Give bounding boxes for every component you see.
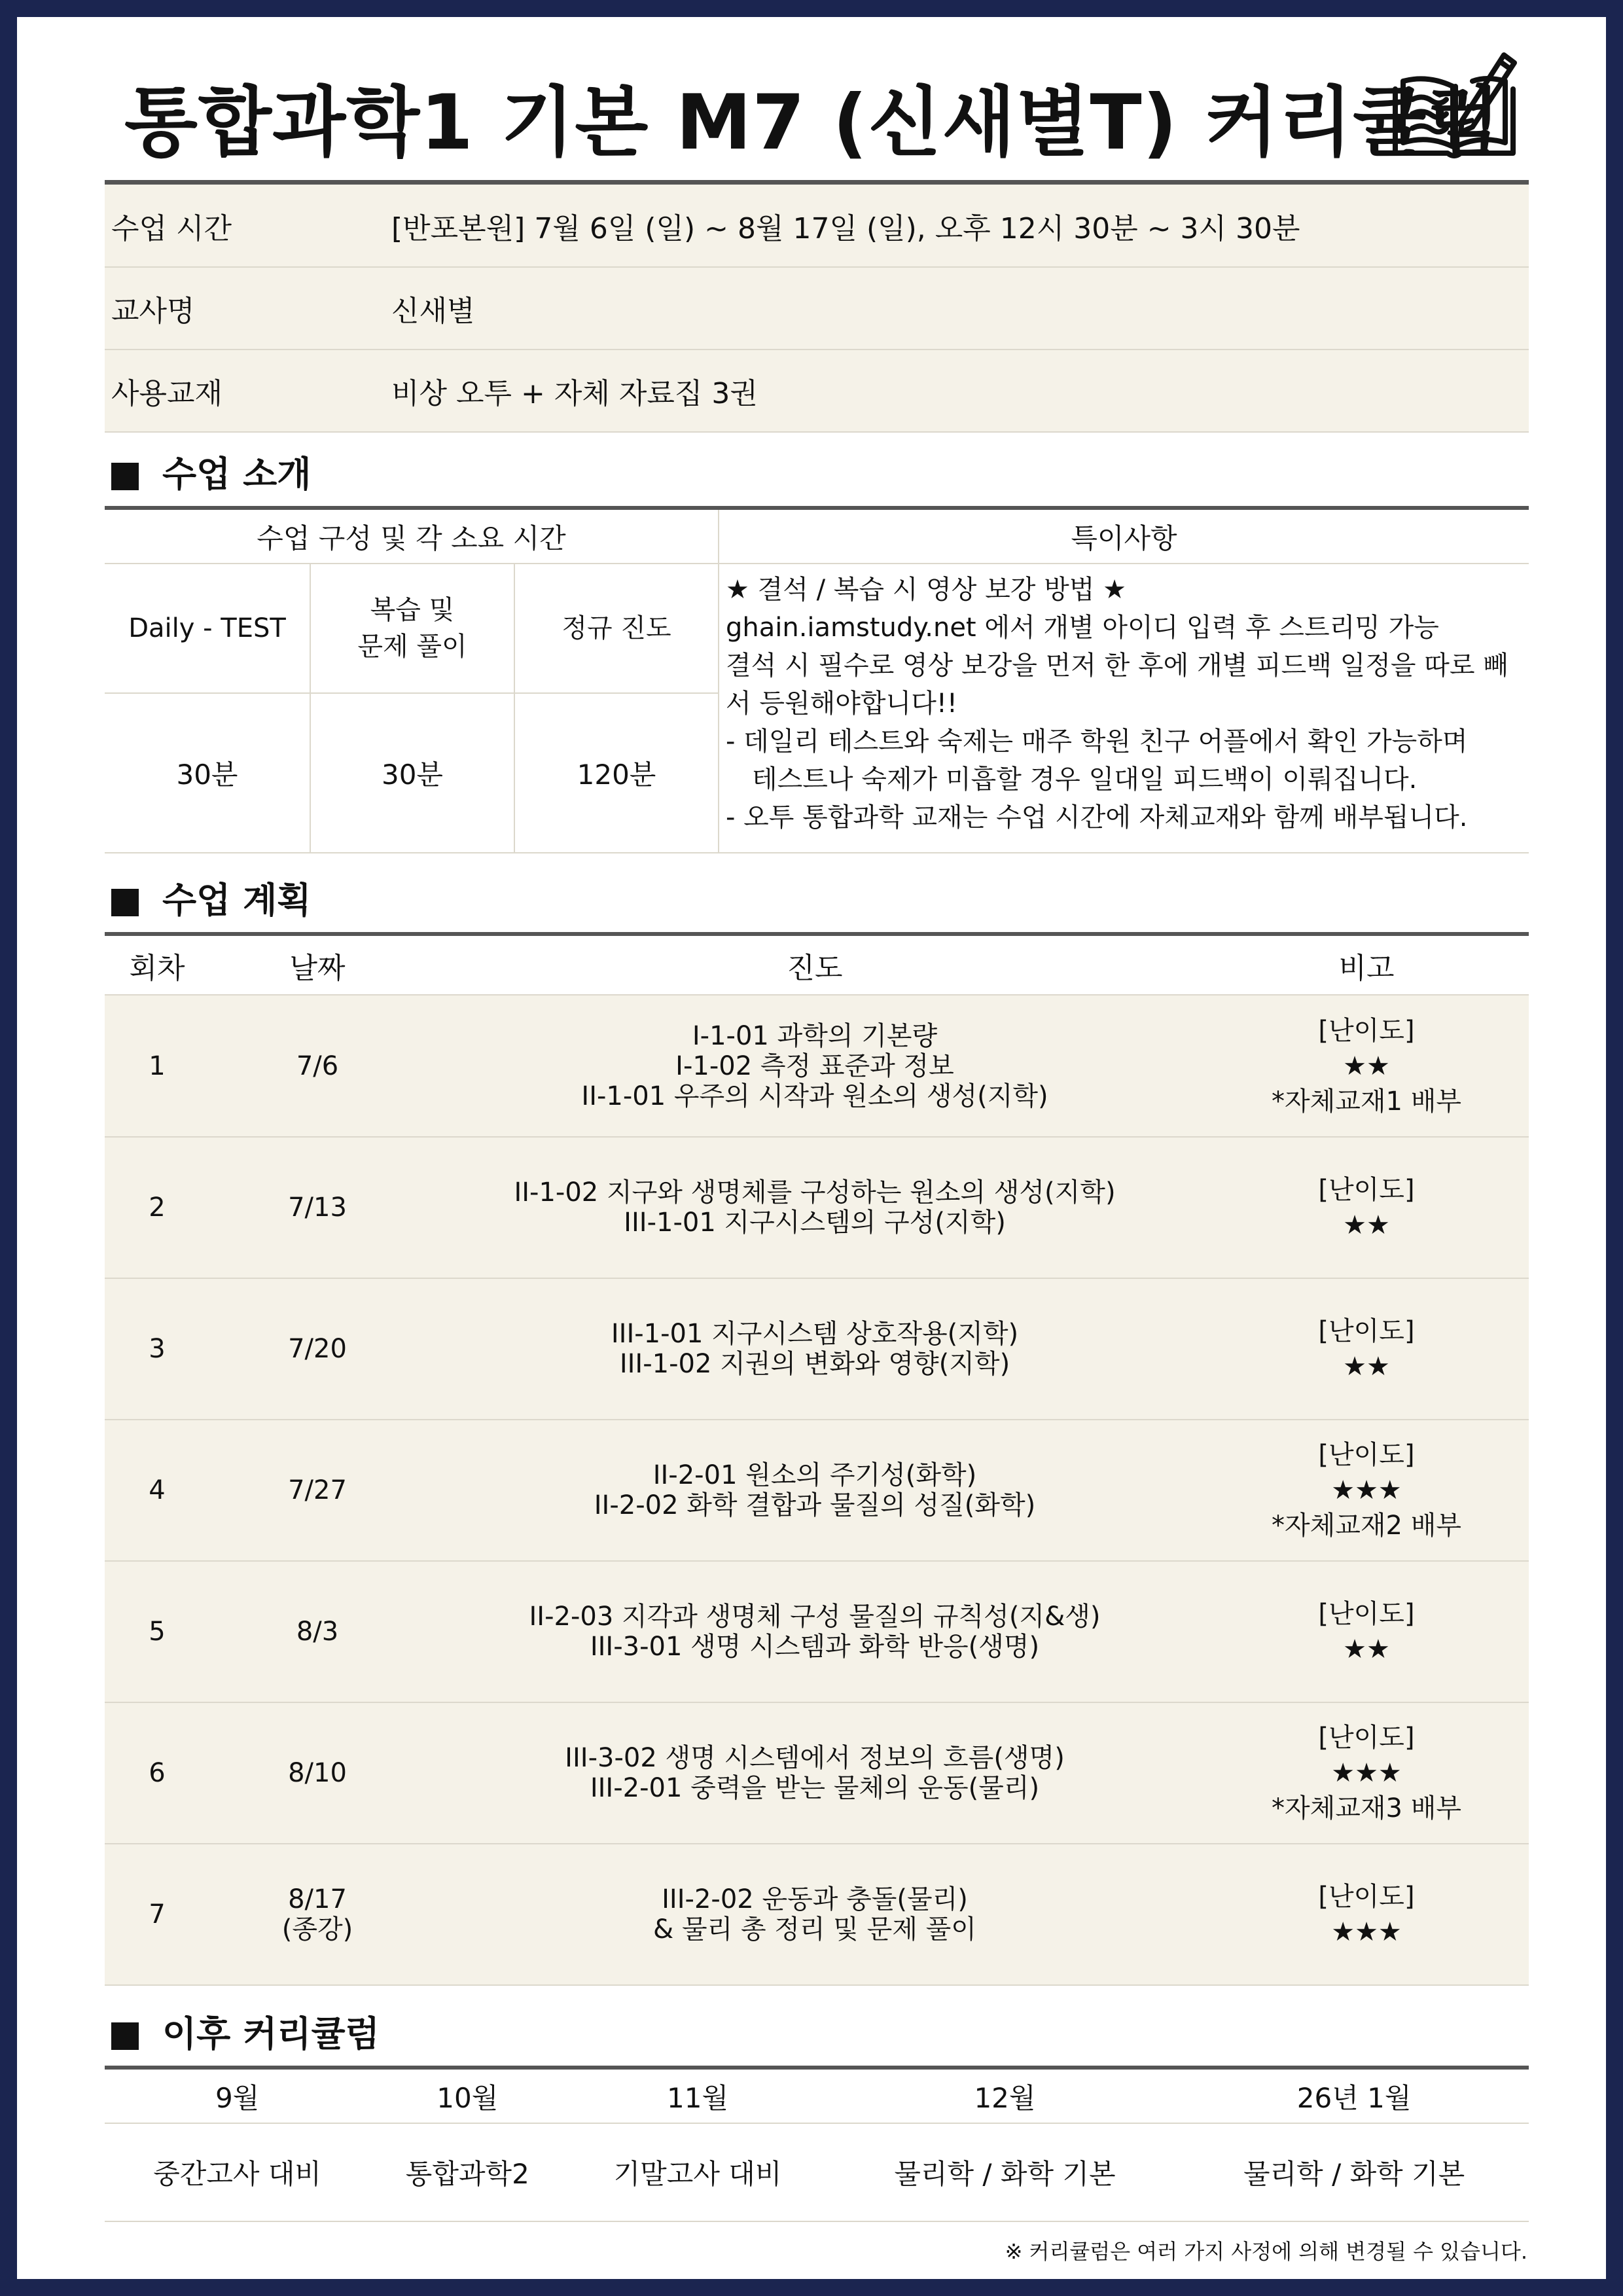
month-cell: 11월 — [565, 2070, 830, 2123]
session-progress — [425, 1420, 1204, 1561]
session-remark-line: [난이도] — [1318, 1175, 1415, 1205]
plan-row — [105, 1278, 1529, 1420]
notes-cell — [719, 564, 1529, 853]
session-progress-line: III-1-02 지권의 변화와 영향(지학) — [619, 1349, 1010, 1379]
session-remark — [1204, 1844, 1529, 1985]
info-row — [105, 350, 1529, 432]
session-remark-line: ★★★ — [1331, 1917, 1402, 1947]
session-number — [105, 1137, 209, 1278]
note-line: - 오투 통합과학 교재는 수업 시간에 자체교재와 함께 배부됩니다. — [726, 802, 1468, 833]
section-heading-after — [105, 1986, 1529, 2070]
structure-header: 수업 구성 및 각 소요 시간 — [105, 510, 719, 564]
intro-component-row — [105, 564, 1529, 693]
month-row — [105, 2070, 1529, 2123]
session-progress-line: I-1-01 과학의 기본량 — [692, 1020, 938, 1051]
session-number-line: 5 — [149, 1617, 166, 1647]
course-row — [105, 2123, 1529, 2221]
session-remark-line: [난이도] — [1318, 1440, 1415, 1470]
session-date — [209, 1420, 425, 1561]
plan-row — [105, 1702, 1529, 1844]
session-progress-line: III-3-02 생명 시스템에서 정보의 흐름(생명) — [565, 1743, 1065, 1773]
session-remark-line: [난이도] — [1318, 1015, 1415, 1046]
component-regular: 정규 진도 — [514, 564, 719, 693]
session-date — [209, 996, 425, 1137]
plan-row — [105, 1420, 1529, 1561]
session-progress-line: II-2-03 지각과 생명체 구성 물질의 규칙성(지&생) — [529, 1602, 1101, 1632]
session-remark — [1204, 1702, 1529, 1844]
session-progress-line: III-1-01 지구시스템 상호작용(지학) — [611, 1319, 1019, 1349]
session-remark-line: ★★ — [1343, 1352, 1390, 1382]
session-progress-line: I-1-02 측정 표준과 정보 — [675, 1050, 954, 1081]
plan-row — [105, 1844, 1529, 1985]
class-intro-table — [105, 510, 1529, 853]
course-cell: 물리학 / 화학 기본 — [1179, 2123, 1529, 2221]
plan-row — [105, 996, 1529, 1137]
square-bullet-icon — [111, 2022, 139, 2050]
session-number — [105, 1702, 209, 1844]
session-remark — [1204, 1278, 1529, 1420]
session-date — [209, 1278, 425, 1420]
session-progress-line: III-2-02 운동과 충돌(물리) — [662, 1884, 968, 1914]
time-daily-test: 30분 — [105, 693, 310, 853]
square-bullet-icon — [111, 889, 139, 916]
component-review-line: 문제 풀이 — [357, 632, 467, 662]
intro-header-row — [105, 510, 1529, 564]
component-review-line: 복습 및 — [370, 595, 455, 625]
section-title: 수업 계획 — [162, 880, 312, 921]
section-heading-intro — [105, 433, 1529, 510]
note-line: - 데일리 테스트와 숙제는 매주 학원 친구 어플에서 확인 가능하며 — [726, 726, 1468, 757]
col-header-progress: 진도 — [425, 936, 1204, 995]
session-remark-line: [난이도] — [1318, 1316, 1415, 1346]
session-progress-line: II-1-02 지구와 생명체를 구성하는 원소의 생성(지학) — [514, 1177, 1116, 1208]
info-label: 교사명 — [105, 267, 391, 350]
note-line: 서 등원해야합니다!! — [726, 689, 957, 719]
info-row — [105, 185, 1529, 267]
session-remark-line: [난이도] — [1318, 1599, 1415, 1629]
session-number-line: 6 — [149, 1758, 166, 1788]
session-remark-line: [난이도] — [1318, 1882, 1415, 1912]
session-date-line: 7/20 — [288, 1334, 347, 1364]
session-progress — [425, 1844, 1204, 1985]
section-title: 수업 소개 — [162, 454, 312, 495]
session-remark-line: ★★ — [1343, 1634, 1390, 1664]
session-progress — [425, 1137, 1204, 1278]
page — [17, 17, 1606, 2279]
component-daily-test: Daily - TEST — [105, 564, 310, 693]
session-number — [105, 1844, 209, 1985]
time-review: 30분 — [310, 693, 514, 853]
month-cell: 9월 — [105, 2070, 370, 2123]
month-cell: 12월 — [830, 2070, 1180, 2123]
session-progress-line: III-2-01 중력을 받는 물체의 운동(물리) — [590, 1773, 1040, 1803]
session-date-line: (종강) — [281, 1914, 353, 1945]
info-label: 사용교재 — [105, 350, 391, 432]
session-remark-line: *자체교재3 배부 — [1271, 1793, 1461, 1823]
notes-header: 특이사항 — [719, 510, 1529, 564]
session-number — [105, 1561, 209, 1702]
session-date — [209, 1702, 425, 1844]
session-progress-line: II-2-02 화학 결합과 물질의 성질(화학) — [594, 1490, 1036, 1520]
info-value: [반포본원] 7월 6일 (일) ~ 8월 17일 (일), 오후 12시 30분 ~ 3시 30분 — [391, 185, 1529, 267]
session-date-line: 8/3 — [296, 1617, 339, 1647]
session-number — [105, 1420, 209, 1561]
session-date-line: 7/6 — [296, 1050, 339, 1081]
session-number — [105, 996, 209, 1137]
session-number — [105, 1278, 209, 1420]
session-number-line: 1 — [149, 1050, 166, 1081]
component-review — [310, 564, 514, 693]
month-cell: 10월 — [370, 2070, 565, 2123]
note-line: ghain.iamstudy.net 에서 개별 아이디 입력 후 스트리밍 가능 — [726, 613, 1439, 643]
future-curriculum-table — [105, 2070, 1529, 2222]
session-remark-line: *자체교재2 배부 — [1271, 1511, 1461, 1541]
session-progress-line: III-3-01 생명 시스템과 화학 반응(생명) — [590, 1632, 1040, 1662]
plan-row — [105, 1137, 1529, 1278]
curriculum-sheet — [105, 17, 1529, 2265]
info-label: 수업 시간 — [105, 185, 391, 267]
session-date — [209, 1137, 425, 1278]
note-line: 테스트나 숙제가 미흡할 경우 일대일 피드백이 이뤄집니다. — [752, 764, 1418, 795]
col-header-session: 회차 — [105, 936, 209, 995]
session-date — [209, 1844, 425, 1985]
note-line: ★ 결석 / 복습 시 영상 보강 방법 ★ — [726, 575, 1126, 605]
month-cell: 26년 1월 — [1179, 2070, 1529, 2123]
session-progress-line: II-2-01 원소의 주기성(화학) — [652, 1460, 977, 1490]
info-row — [105, 267, 1529, 350]
session-remark — [1204, 996, 1529, 1137]
session-progress-line: & 물리 총 정리 및 문제 풀이 — [653, 1914, 976, 1945]
session-progress — [425, 996, 1204, 1137]
section-title: 이후 커리큘럼 — [162, 2013, 380, 2054]
class-plan-rows — [105, 996, 1529, 1986]
page-title: 통합과학1 기본 M7 (신새별T) 커리큘럼 — [124, 79, 1501, 167]
title-row — [105, 17, 1529, 185]
session-progress-line: II-1-01 우주의 시작과 원소의 생성(지학) — [581, 1081, 1048, 1111]
session-remark-line: *자체교재1 배부 — [1271, 1086, 1461, 1117]
course-cell: 물리학 / 화학 기본 — [830, 2123, 1180, 2221]
session-remark — [1204, 1420, 1529, 1561]
info-value: 신새별 — [391, 267, 1529, 350]
square-bullet-icon — [111, 463, 139, 490]
session-remark — [1204, 1561, 1529, 1702]
plan-header-row — [105, 936, 1529, 995]
session-number-line: 3 — [149, 1334, 166, 1364]
session-remark-line: ★★★ — [1331, 1475, 1402, 1505]
session-number-line: 2 — [149, 1193, 166, 1223]
info-value: 비상 오투 + 자체 자료집 3권 — [391, 350, 1529, 432]
session-date-line: 7/13 — [288, 1193, 347, 1223]
session-date-line: 8/17 — [288, 1884, 347, 1914]
session-remark-line: ★★★ — [1331, 1758, 1402, 1788]
class-plan-table — [105, 936, 1529, 996]
session-remark — [1204, 1137, 1529, 1278]
session-progress — [425, 1561, 1204, 1702]
session-date-line: 7/27 — [288, 1475, 347, 1505]
section-heading-plan — [105, 853, 1529, 936]
course-cell: 통합과학2 — [370, 2123, 565, 2221]
course-info-table — [105, 185, 1529, 433]
session-progress — [425, 1702, 1204, 1844]
session-remark-line: ★★ — [1343, 1050, 1390, 1081]
col-header-date: 날짜 — [209, 936, 425, 995]
col-header-remark: 비고 — [1204, 936, 1529, 995]
time-regular: 120분 — [514, 693, 719, 853]
course-cell: 중간고사 대비 — [105, 2123, 370, 2221]
plan-row — [105, 1561, 1529, 1702]
session-remark-line: ★★ — [1343, 1210, 1390, 1240]
note-line: 결석 시 필수로 영상 보강을 먼저 한 후에 개별 피드백 일정을 따로 빼 — [726, 651, 1508, 681]
course-cell: 기말고사 대비 — [565, 2123, 830, 2221]
session-progress-line: III-1-01 지구시스템의 구성(지학) — [624, 1208, 1006, 1238]
session-progress — [425, 1278, 1204, 1420]
session-date — [209, 1561, 425, 1702]
session-remark-line: [난이도] — [1318, 1723, 1415, 1753]
open-book-pen-icon — [1389, 43, 1520, 168]
session-number-line: 4 — [149, 1475, 166, 1505]
footnote: ※ 커리큘럼은 여러 가지 사정에 의해 변경될 수 있습니다. — [1005, 2239, 1527, 2264]
session-date-line: 8/10 — [288, 1758, 347, 1788]
session-number-line: 7 — [149, 1899, 166, 1929]
